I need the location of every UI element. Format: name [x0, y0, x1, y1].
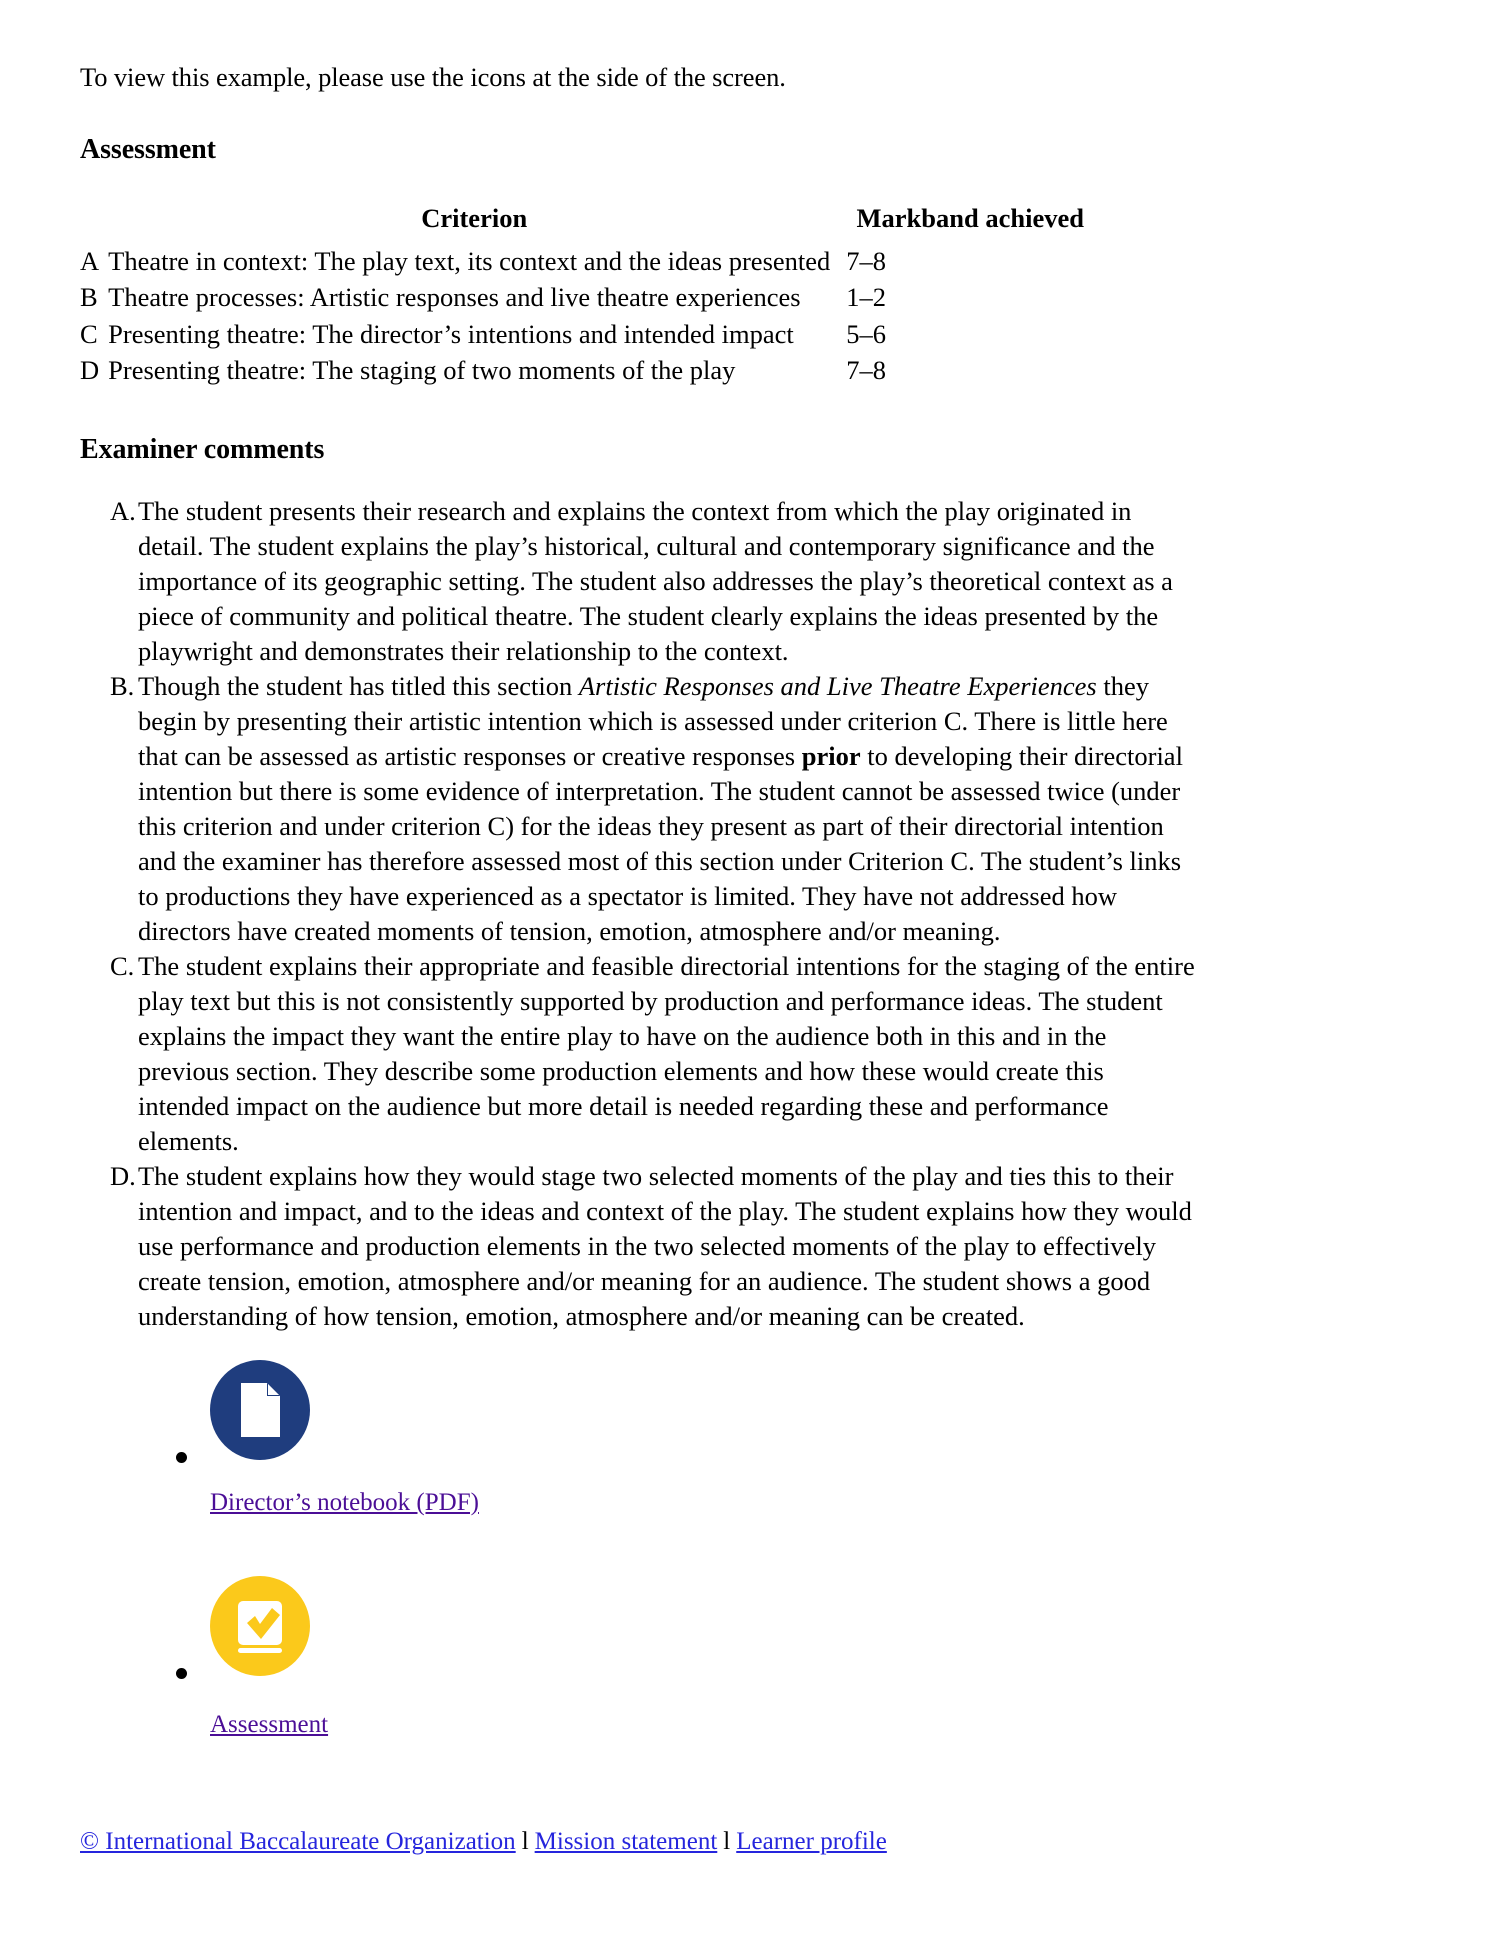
list-item-marker: A. — [110, 496, 136, 527]
column-header-criterion: Criterion — [421, 202, 528, 233]
table-header-row — [80, 201, 1100, 243]
pdf-document-icon[interactable] — [210, 1360, 1430, 1465]
list-item — [80, 669, 1430, 949]
criterion-markband: 7–8 — [846, 355, 887, 386]
list-item — [80, 949, 1430, 1159]
footer-link-copyright[interactable]: © International Baccalaureate Organization — [80, 1827, 516, 1855]
footer-separator: l — [521, 1827, 529, 1855]
resource-list — [80, 1360, 1430, 1766]
list-item-marker: D. — [110, 1160, 136, 1191]
footer-link-mission-statement[interactable]: Mission statement — [534, 1827, 718, 1855]
bullet-point-icon — [176, 1452, 187, 1463]
assessment-table — [80, 201, 1100, 389]
criterion-markband: 7–8 — [846, 246, 887, 276]
criterion-description: Theatre in context: The play text, its context and the ideas presented — [108, 246, 831, 276]
list-item-text: The student explains how they would stage two selected moments of the play and ties this to their intention and impact, and to the ideas and context of the play. The student explains how they would use performance and production elements in the two selected moments of the play to effectively create tension, emotion, atmosphere and/or meaning for an audience. The student shows a good understanding of how tension, emotion, atmosphere and/or meaning can be created. — [138, 1160, 1192, 1331]
criterion-letter: D — [80, 355, 100, 386]
table-header-spacer — [80, 201, 108, 243]
resource-link-directors-notebook[interactable]: Director’s notebook (PDF) — [210, 1488, 479, 1516]
table-row — [80, 279, 1100, 315]
list-item-text: The student explains their appropriate and feasible directorial intentions for the staging of the entire play text but this is not consistently supported by production and performance ideas. The student explains the impact they want the entire play to have on the audience both in this and in the previous section. They describe some production elements and how these would create this intended impact on the audience but more detail is needed regarding these and performance elements. — [138, 950, 1195, 1156]
criterion-markband: 5–6 — [846, 318, 887, 349]
criterion-markband: 1–2 — [846, 282, 887, 313]
list-item-text: Though the student has titled this section Artistic Responses and Live Theatre Experiences they begin by presenting their artistic intention which is assessed under criterion C. There is little here that can be assessed as artistic responses or creative responses prior to developing their directorial intention but there is some evidence of interpretation. The student cannot be assessed twice (under this criterion and under criterion C) for the ideas they present as part of their directorial intention and the examiner has therefore assessed most of this section under Criterion C. The student’s links to productions they have experienced as a spectator is limited. They have not addressed how directors have created moments of tension, emotion, atmosphere and/or meaning. — [138, 671, 1183, 946]
footer — [80, 1826, 1430, 1859]
column-header-markband: Markband achieved — [856, 202, 1084, 233]
criterion-description: Presenting theatre: The staging of two moments of the play — [108, 355, 736, 386]
resource-link-assessment[interactable]: Assessment — [210, 1710, 329, 1738]
examiner-comments-heading: Examiner comments — [80, 433, 325, 465]
list-item-marker: C. — [110, 950, 135, 981]
criterion-description: Presenting theatre: The director’s intentions and intended impact — [108, 318, 794, 349]
bullet-point-icon — [176, 1668, 187, 1679]
page-title: Assessment — [80, 133, 216, 165]
table-row — [80, 352, 1100, 388]
table-row — [80, 243, 1100, 279]
table-row — [80, 316, 1100, 352]
intro-paragraph: To view this example, please use the icons at the side of the screen. — [80, 62, 786, 92]
list-item — [80, 1576, 1430, 1766]
assessment-checkmark-icon[interactable] — [210, 1576, 1430, 1681]
list-item-text: The student presents their research and explains the context from which the play originated in detail. The student explains the play’s historical, cultural and contemporary significance and the importance of its geographic setting. The student also addresses the play’s theoretical context as a piece of community and political theatre. The student clearly explains the ideas presented by the playwright and demonstrates their relationship to the context. — [138, 496, 1173, 667]
assessment-table-body — [80, 243, 1100, 389]
list-item — [80, 1360, 1430, 1550]
footer-link-learner-profile[interactable]: Learner profile — [736, 1827, 887, 1855]
criterion-letter: B — [80, 282, 98, 313]
list-item-marker: B. — [110, 671, 135, 702]
list-item — [80, 494, 1430, 669]
criterion-letter: A — [80, 246, 100, 276]
list-item — [80, 1159, 1430, 1334]
criterion-letter: C — [80, 318, 98, 349]
footer-separator: l — [723, 1827, 731, 1855]
criterion-description: Theatre processes: Artistic responses and live theatre experiences — [108, 282, 801, 313]
examiner-comments-list — [80, 494, 1430, 1333]
